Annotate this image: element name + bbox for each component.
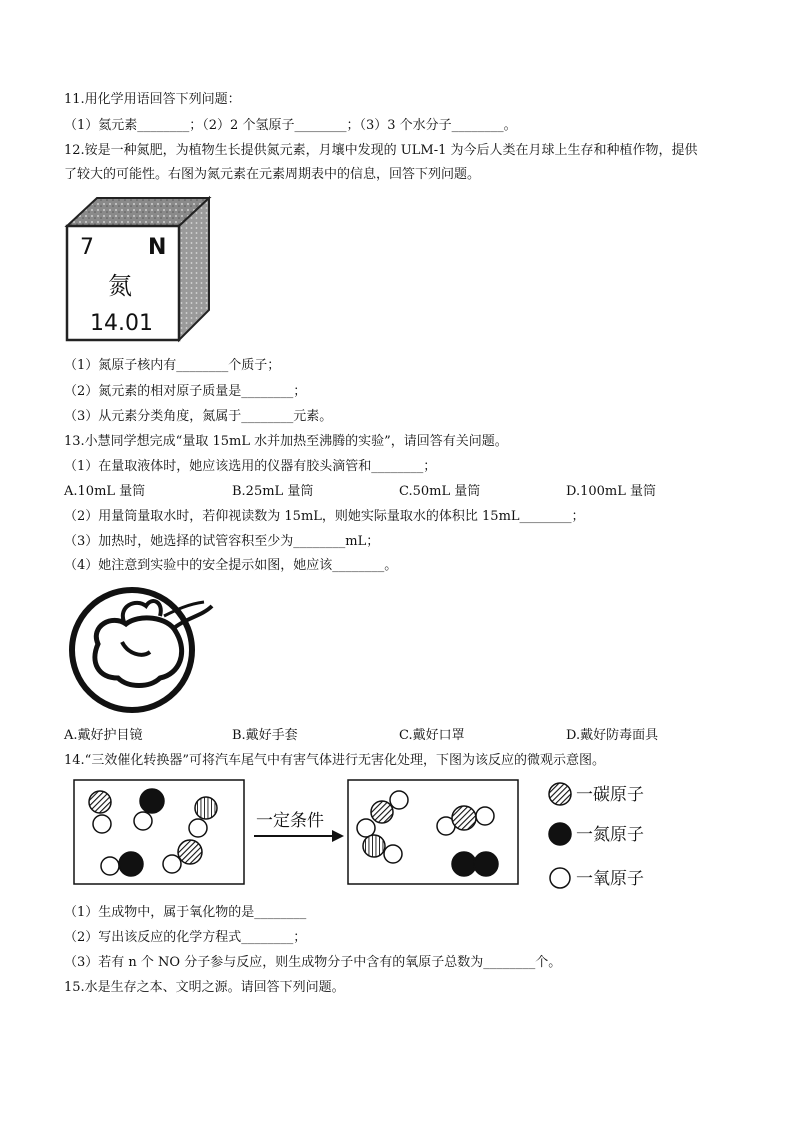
q13-sub4: （4）她注意到实验中的安全提示如图，她应该________。 (64, 558, 398, 573)
q11-title: 11.用化学用语回答下列问题： (64, 92, 241, 107)
q13-opt1-b: B.25mL 量筒 (232, 484, 314, 499)
q13-opt1-c: C.50mL 量筒 (399, 484, 481, 499)
q12-sub1: （1）氮原子核内有________个质子； (64, 358, 281, 373)
q13-opt2-c: C.戴好口罩 (399, 728, 465, 743)
legend-carbon-label: 一碳原子 (576, 785, 644, 805)
q12-sub2: （2）氮元素的相对原子质量是________； (64, 384, 307, 399)
legend-oxygen-label: 一氧原子 (576, 869, 644, 889)
q12-intro-line2: 了较大的可能性。右图为氮元素在元素周期表中的信息，回答下列问题。 (64, 167, 481, 182)
reaction-condition-label: 一定条件 (256, 811, 324, 831)
atom-legend (549, 783, 644, 889)
q13-sub1: （1）在量取液体时，她应该选用的仪器有胶头滴管和________； (64, 459, 437, 474)
tile-element-name: 氮 (108, 272, 132, 300)
q12-intro-line1: 12.铵是一种氮肥，为植物生长提供氮元素，月壤中发现的 ULM-1 为今后人类在月球上生存和种植作物，提供 (64, 143, 698, 158)
q15-title: 15.水是生存之本、文明之源。请回答下列问题。 (64, 980, 345, 995)
q14-sub2: （2）写出该反应的化学方程式________； (64, 930, 307, 945)
q14-sub3: （3）若有 n 个 NO 分子参与反应，则生成物分子中含有的氧原子总数为________个。 (64, 955, 562, 970)
q11-line: （1）氦元素________；（2）2 个氢原子________；（3）3 个水分子________。 (64, 118, 517, 133)
tile-atomic-mass: 14.01 (90, 311, 153, 336)
tile-symbol: N (148, 235, 167, 260)
q14-sub1: （1）生成物中，属于氧化物的是________ (64, 905, 307, 920)
q13-opt1-d: D.100mL 量筒 (566, 484, 656, 499)
legend-nitrogen-label: 一氮原子 (576, 825, 644, 845)
q13-title: 13.小慧同学想完成“量取 15mL 水并加热至沸腾的实验”，请回答有关问题。 (64, 434, 508, 449)
q12-sub3: （3）从元素分类角度，氮属于________元素。 (64, 409, 333, 424)
q13-opt2-a: A.戴好护目镜 (64, 728, 143, 743)
reaction-diagram (64, 774, 674, 894)
q13-sub3: （3）加热时，她选择的试管容积至少为________mL； (64, 534, 380, 549)
glove-safety-icon (64, 582, 224, 722)
q14-title: 14.“三效催化转换器”可将汽车尾气中有害气体进行无害化处理，下图为该反应的微观示意图。 (64, 753, 605, 768)
q13-opt2-b: B.戴好手套 (232, 728, 298, 743)
nitrogen-element-tile (60, 190, 216, 350)
q13-sub2: （2）用量筒量取水时，若仰视读数为 15mL，则她实际量取水的体积比 15mL________； (64, 509, 585, 524)
q13-opt1-a: A.10mL 量筒 (64, 484, 146, 499)
tile-atomic-number: 7 (80, 235, 94, 260)
q13-opt2-d: D.戴好防毒面具 (566, 728, 659, 743)
